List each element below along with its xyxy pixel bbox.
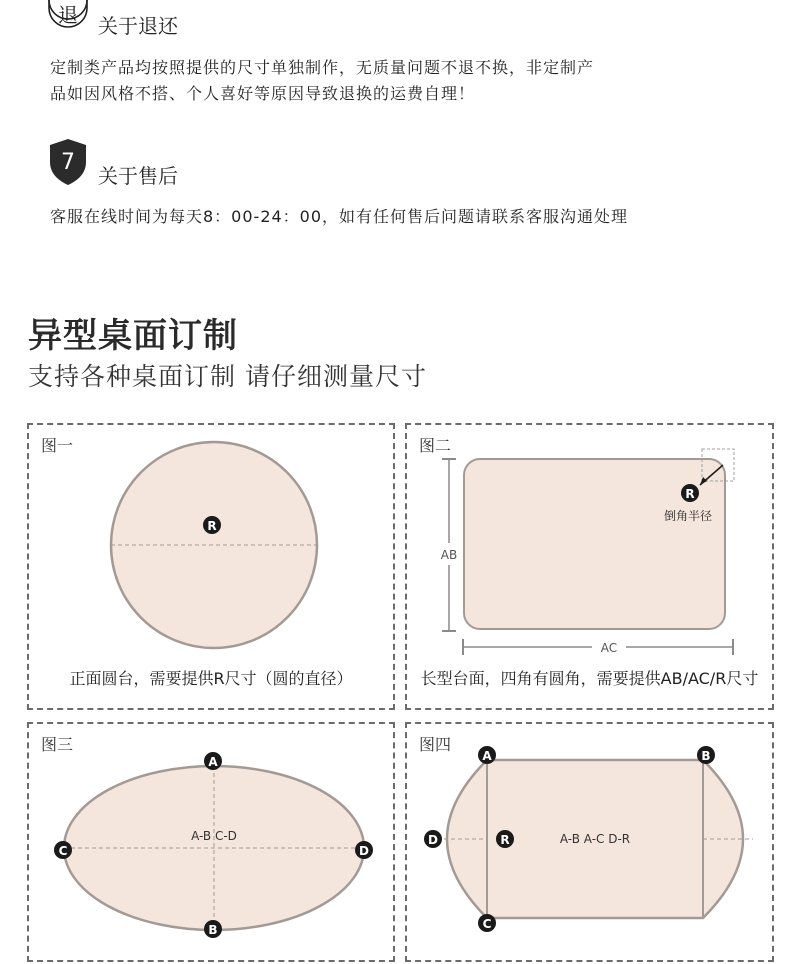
return-body-line2: 品如因风格不搭、个人喜好等原因导致退换的运费自理！: [50, 84, 476, 103]
marker-b-label: B: [701, 749, 711, 763]
oval-center-label: A-B C-D: [191, 829, 237, 843]
return-body-line1: 定制类产品均按照提供的尺寸单独制作，无质量问题不退不换，非定制产: [50, 58, 595, 77]
return-icon-char: 退: [58, 3, 78, 27]
marker-r-label: R: [207, 519, 217, 533]
marker-d-label: D: [359, 844, 369, 858]
ac-label: AC: [600, 641, 618, 655]
figure-1-panel: [27, 423, 395, 710]
corner-radius-label: 倒角半径: [663, 509, 713, 523]
figure-1-label: 图一: [41, 436, 74, 455]
marker-c-label: C: [482, 917, 492, 931]
rect-table-shape: [464, 459, 725, 629]
figure-3-label: 图三: [41, 735, 74, 754]
marker-r-label: R: [685, 487, 695, 501]
figure-2-panel: [405, 423, 774, 710]
return-icon: [46, 0, 90, 34]
after-sale-body: 客服在线时间为每天8：00-24：00，如有任何售后问题请联系客服沟通处理: [50, 207, 629, 226]
ab-label: AB: [440, 548, 458, 562]
figure-2-caption: 长型台面，四角有圆角，需要提供AB/AC/R尺寸: [420, 669, 759, 688]
figure-3-panel: [27, 722, 395, 962]
figure-1-caption: 正面圆台，需要提供R尺寸（圆的直径）: [69, 669, 353, 688]
figure-4-label: 图四: [419, 735, 452, 754]
marker-r-label: R: [500, 833, 510, 847]
marker-a-label: A: [208, 755, 218, 769]
marker-b-label: B: [208, 923, 218, 937]
marker-d-label: D: [428, 833, 438, 847]
custom-subtitle: 支持各种桌面订制 请仔细测量尺寸: [28, 362, 427, 391]
marker-a-label: A: [482, 749, 492, 763]
marker-c-label: C: [58, 844, 68, 858]
shield-icon: [48, 138, 88, 186]
figure-4-panel: [405, 722, 774, 962]
figure-2-label: 图二: [419, 436, 452, 455]
custom-title: 异型桌面订制: [28, 316, 238, 356]
after-sale-title: 关于售后: [98, 164, 178, 188]
shield-icon-char: 7: [61, 150, 75, 175]
return-title: 关于退还: [98, 14, 178, 38]
stadium-center-label: A-B A-C D-R: [559, 832, 631, 846]
